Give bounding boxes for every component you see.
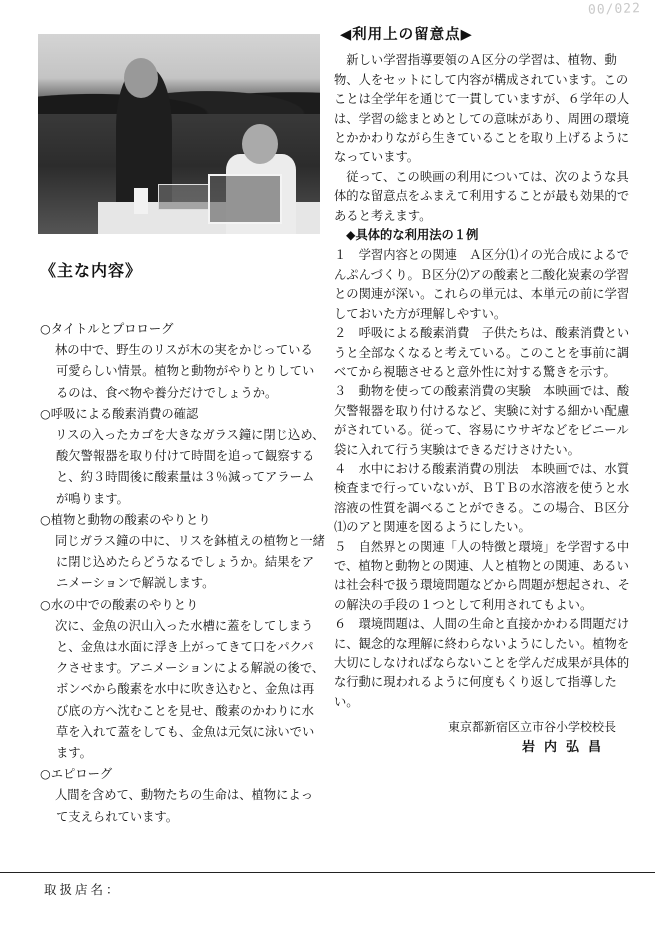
contents-column	[40, 258, 325, 828]
section-title: ○エピローグ	[40, 767, 113, 782]
usage-notes-title: ◀利用上の留意点▶	[340, 27, 473, 43]
contents-heading: 《主な内容》	[40, 261, 143, 280]
section-body: 同じガラス鐘の中に、リスを鉢植えの植物と一緒に閉じ込めたらどうなるでしょうか。結果をアニメーションで解説します。	[55, 534, 325, 591]
usage-item: ２ 呼吸による酸素消費 子供たちは、酸素消費というと全部なくなると考えている。このことを事前に調べてから視聴させると意外性に対する驚きを示す。	[334, 326, 630, 379]
usage-notes-column	[334, 26, 634, 757]
photo-boy-head	[124, 58, 158, 98]
section-title: ○水の中での酸素のやりとり	[40, 597, 199, 612]
section-body: 林の中で、野生のリスが木の実をかじっている可愛らしい情景。植物と動物がやりとりしているのは、食べ物や養分だけでしょうか。	[55, 343, 315, 400]
signature-block	[334, 718, 634, 757]
contents-section	[40, 404, 325, 510]
section-body: リスの入ったカゴを大きなガラス鐘に閉じ込め、酸欠警報器を取り付けて時間を追って観察すると、約３時間後に酸素量は３％減ってアラームが鳴ります。	[55, 428, 325, 506]
usage-item: ３ 動物を使っての酸素消費の実験 本映画では、酸欠警報器を取り付けるなど、実験に対する細かい配慮がされている。従って、容易にウサギなどをビニール袋に入れて行う実験はできるだけさけたい。	[334, 384, 630, 457]
usage-item: ６ 環境問題は、人間の生命と直接かかわる問題だけに、観念的な理解に終わらないようにしたい。植物を大切にしなければならないことを学んだ成果が具体的な行動に現われるように何度もくり返して指導したい。	[334, 617, 630, 709]
section-title: ○呼吸による酸素消費の確認	[40, 406, 199, 421]
archive-stamp: 00/022	[587, 1, 642, 18]
intro-paragraph: 新しい学習指導要領のＡ区分の学習は、植物、動物、人をセットにして内容が構成されています。このことは全学年を通じて一貫していますが、６学年の人は、学習の総まとめとしての意味があり、周囲の環境とかかわりながら生きていることを取り上げるようになっています。	[334, 53, 630, 165]
section-body: 人間を含めて、動物たちの生命は、植物によって支えられています。	[55, 788, 313, 824]
photo-bottle	[134, 188, 148, 214]
contents-section	[40, 764, 325, 828]
contents-section	[40, 510, 325, 595]
contents-section	[40, 319, 325, 404]
signature-school: 東京都新宿区立市谷小学校校長	[447, 720, 616, 735]
film-still-photo	[38, 34, 320, 234]
usage-item: ４ 水中における酸素消費の別法 本映画では、水質検査まで行っていないが、ＢＴＢの水溶液を使うと水溶液の性質を調べることができる。この場合、Ｂ区分⑴のアと関連を図るようにしたい。	[334, 461, 630, 535]
contents-section	[40, 595, 325, 765]
photo-tank	[208, 174, 282, 224]
section-title: ○タイトルとプロローグ	[40, 322, 174, 336]
section-title: ○植物と動物の酸素のやりとり	[40, 512, 211, 527]
photo-cage	[158, 184, 210, 210]
signature-name: 岩内弘昌	[521, 739, 610, 755]
footer-divider	[0, 872, 655, 873]
section-body: 次に、金魚の沢山入った水槽に蓋をしてしまうと、金魚は水面に浮き上がってきて口をパクパクさせます。アニメーションによる解説の後で、ボンベから酸素を水中に吹き込むと、金魚は再び底の方へ沈むことを見せ、酸素のかわりに水草を入れて蓋をしても、金魚は元気に泳いでいます。	[55, 618, 325, 761]
usage-item: １ 学習内容との関連 Ａ区分⑴イの光合成によるでんぷんづくり。Ｂ区分⑵アの酸素と二酸化炭素の学習との関連が深い。これらの単元は、本単元の前に学習しておいた方が理解しやすい。	[334, 248, 630, 321]
photo-girl-head	[242, 124, 278, 164]
usage-paragraph: 従って、この映画の利用については、次のような具体的な留意点をふまえて利用することが最も効果的であると考えます。	[334, 169, 630, 223]
photo-treeline	[38, 74, 320, 114]
example-subheading: ◆具体的な利用法の１例	[346, 228, 479, 243]
dealer-name-label: 取扱店名：	[44, 882, 122, 897]
usage-item: ５ 自然界との関連「人の特徴と環境」を学習する中で、植物と動物との関連、人と植物との関連、あるいは社会科で扱う環境問題などから問題が想起され、その解決の手段の１つとして利用されてもよい。	[334, 539, 630, 612]
